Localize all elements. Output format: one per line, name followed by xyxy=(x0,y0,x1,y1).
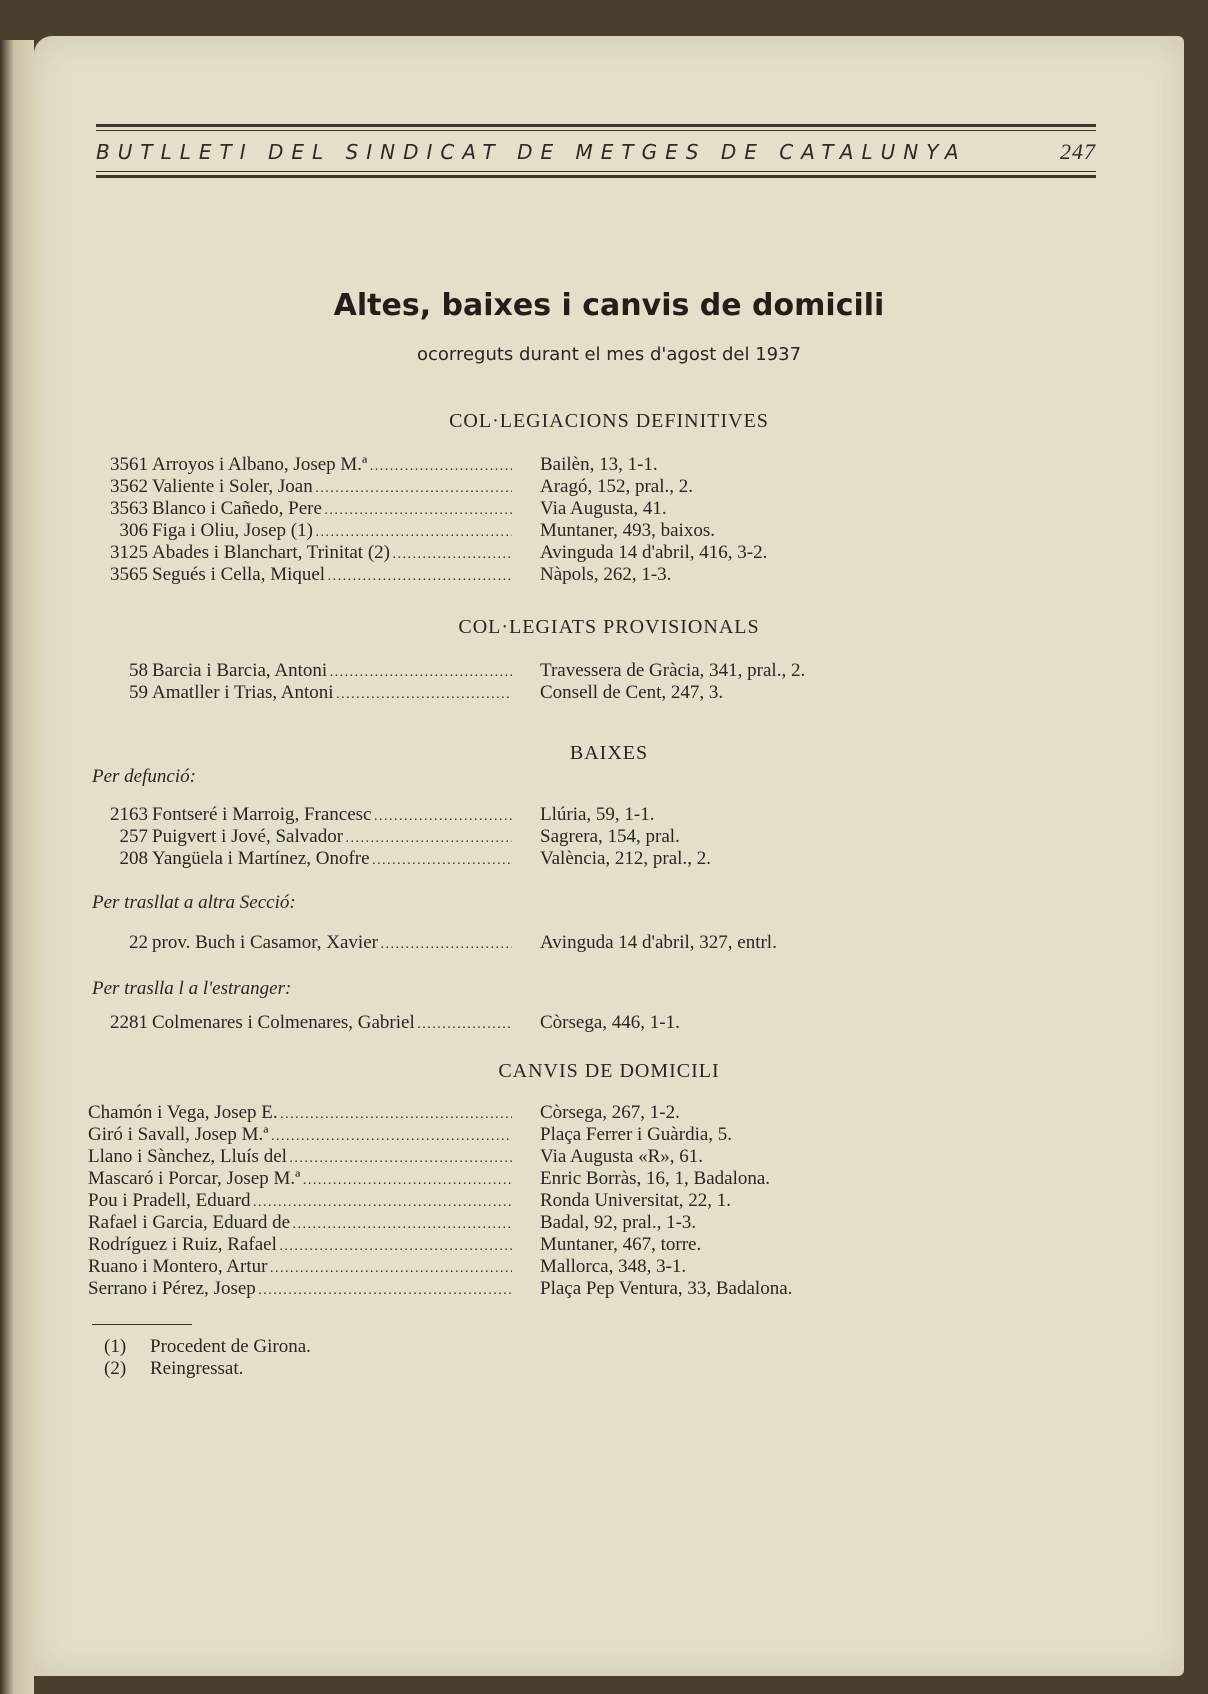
section-heading-canvis: CANVIS DE DOMICILI xyxy=(498,1060,720,1082)
list-item xyxy=(34,804,1184,826)
member-address: Via Augusta «R», 61. xyxy=(540,1146,703,1167)
member-name: Abades i Blanchart, Trinitat (2) xyxy=(152,542,390,563)
member-number: 3565 xyxy=(110,564,148,585)
member-name: Rodríguez i Ruiz, Rafael xyxy=(88,1234,277,1255)
member-address: Muntaner, 467, torre. xyxy=(540,1234,702,1255)
running-header xyxy=(96,124,1096,178)
list-item xyxy=(34,1012,1184,1034)
member-number: 59 xyxy=(129,682,148,703)
list-item xyxy=(34,1124,1184,1146)
member-name: prov. Buch i Casamor, Xavier xyxy=(152,932,378,953)
member-address: Travessera de Gràcia, 341, pral., 2. xyxy=(540,660,806,681)
list-item xyxy=(34,542,1184,564)
member-address: Avinguda 14 d'abril, 327, entrl. xyxy=(540,932,777,953)
member-name: Colmenares i Colmenares, Gabriel xyxy=(152,1012,415,1033)
member-address: València, 212, pral., 2. xyxy=(540,848,711,869)
list-item xyxy=(34,1212,1184,1234)
list-item xyxy=(34,498,1184,520)
footnote-mark: (2) xyxy=(104,1358,127,1379)
page-number: 247 xyxy=(1060,139,1096,164)
list-item xyxy=(34,848,1184,870)
member-number: 3561 xyxy=(110,454,148,475)
member-number: 3563 xyxy=(110,498,148,519)
member-number: 306 xyxy=(119,520,148,541)
member-address: Còrsega, 267, 1-2. xyxy=(540,1102,680,1123)
section-heading-baixes: BAIXES xyxy=(569,742,649,764)
journal-title: BUTLLETI DEL SINDICAT DE METGES DE CATALUNYA xyxy=(96,140,967,164)
list-item xyxy=(34,682,1184,704)
member-address: Nàpols, 262, 1-3. xyxy=(540,564,672,585)
list-item xyxy=(34,564,1184,586)
member-address: Enric Borràs, 16, 1, Badalona. xyxy=(540,1168,771,1189)
member-address: Consell de Cent, 247, 3. xyxy=(540,682,724,703)
member-address: Avinguda 14 d'abril, 416, 3-2. xyxy=(540,542,768,563)
member-address: Badal, 92, pral., 1-3. xyxy=(540,1212,697,1233)
member-name: Amatller i Trias, Antoni xyxy=(152,682,334,703)
list-item xyxy=(34,476,1184,498)
member-number: 3125 xyxy=(110,542,148,563)
member-name: Barcia i Barcia, Antoni xyxy=(152,660,328,681)
member-address: Llúria, 59, 1-1. xyxy=(540,804,655,825)
document-page xyxy=(34,36,1184,1676)
footnote-text: Reingressat. xyxy=(150,1358,244,1379)
list-item xyxy=(34,660,1184,682)
list-item xyxy=(34,932,1184,954)
member-name: Valiente i Soler, Joan xyxy=(152,476,313,497)
header-rule-top xyxy=(96,124,1096,127)
member-number: 257 xyxy=(119,826,148,847)
member-name: Chamón i Vega, Josep E. xyxy=(88,1102,278,1123)
member-name: Pou i Pradell, Eduard xyxy=(88,1190,251,1211)
list-item xyxy=(34,1278,1184,1300)
member-number: 208 xyxy=(119,848,148,869)
member-address: Bailèn, 13, 1-1. xyxy=(540,454,658,475)
list-item xyxy=(34,1256,1184,1278)
member-address: Còrsega, 446, 1-1. xyxy=(540,1012,680,1033)
member-address: Via Augusta, 41. xyxy=(540,498,667,519)
subheading-defuncio: Per defunció: xyxy=(92,766,196,787)
footnote-rule xyxy=(92,1324,192,1325)
member-address: Aragó, 152, pral., 2. xyxy=(540,476,694,497)
page-title: Altes, baixes i canvis de domicili xyxy=(333,288,885,323)
subheading-trasllat-estranger: Per traslla l a l'estranger: xyxy=(92,978,292,999)
header-rule-bottom xyxy=(96,175,1096,178)
list-item xyxy=(34,1146,1184,1168)
footnote-mark: (1) xyxy=(104,1336,127,1357)
member-name: Arroyos i Albano, Josep M.ª xyxy=(152,454,368,475)
member-name: Rafael i Garcia, Eduard de xyxy=(88,1212,291,1233)
footnote-text: Procedent de Girona. xyxy=(150,1336,311,1357)
member-name: Llano i Sànchez, Lluís del xyxy=(88,1146,287,1167)
section-heading-definitives: COL·LEGIACIONS DEFINITIVES xyxy=(449,410,769,432)
header-rule-bottom-thin xyxy=(96,171,1096,172)
list-item xyxy=(34,1234,1184,1256)
member-address: Plaça Pep Ventura, 33, Badalona. xyxy=(540,1278,793,1299)
member-address: Mallorca, 348, 3-1. xyxy=(540,1256,687,1277)
footnote xyxy=(104,1336,311,1358)
member-number: 22 xyxy=(129,932,148,953)
member-address: Ronda Universitat, 22, 1. xyxy=(540,1190,732,1211)
list-item xyxy=(34,520,1184,542)
subheading-trasllat-seccio: Per trasllat a altra Secció: xyxy=(92,892,296,913)
footnote xyxy=(104,1358,243,1380)
list-item xyxy=(34,1168,1184,1190)
list-item xyxy=(34,826,1184,848)
member-address: Plaça Ferrer i Guàrdia, 5. xyxy=(540,1124,733,1145)
list-item xyxy=(34,454,1184,476)
facing-page-edge xyxy=(0,40,34,1694)
member-name: Segués i Cella, Miquel xyxy=(152,564,326,585)
member-address: Muntaner, 493, baixos. xyxy=(540,520,715,541)
section-heading-provisionals: COL·LEGIATS PROVISIONALS xyxy=(458,616,760,638)
member-number: 2281 xyxy=(110,1012,148,1033)
member-name: Ruano i Montero, Artur xyxy=(88,1256,268,1277)
member-address: Sagrera, 154, pral. xyxy=(540,826,680,847)
list-item xyxy=(34,1190,1184,1212)
member-name: Yangüela i Martínez, Onofre xyxy=(152,848,370,869)
member-name: Puigvert i Jové, Salvador xyxy=(152,826,344,847)
member-name: Fontseré i Marroig, Francesc xyxy=(152,804,372,825)
member-name: Serrano i Pérez, Josep xyxy=(88,1278,256,1299)
member-name: Giró i Savall, Josep M.ª xyxy=(88,1124,269,1145)
member-number: 58 xyxy=(129,660,148,681)
member-number: 3562 xyxy=(110,476,148,497)
page-subtitle: ocorreguts durant el mes d'agost del 1937 xyxy=(416,344,802,365)
member-number: 2163 xyxy=(110,804,148,825)
list-item xyxy=(34,1102,1184,1124)
member-name: Figa i Oliu, Josep (1) xyxy=(152,520,313,541)
member-name: Mascaró i Porcar, Josep M.ª xyxy=(88,1168,301,1189)
member-name: Blanco i Cañedo, Pere xyxy=(152,498,322,519)
